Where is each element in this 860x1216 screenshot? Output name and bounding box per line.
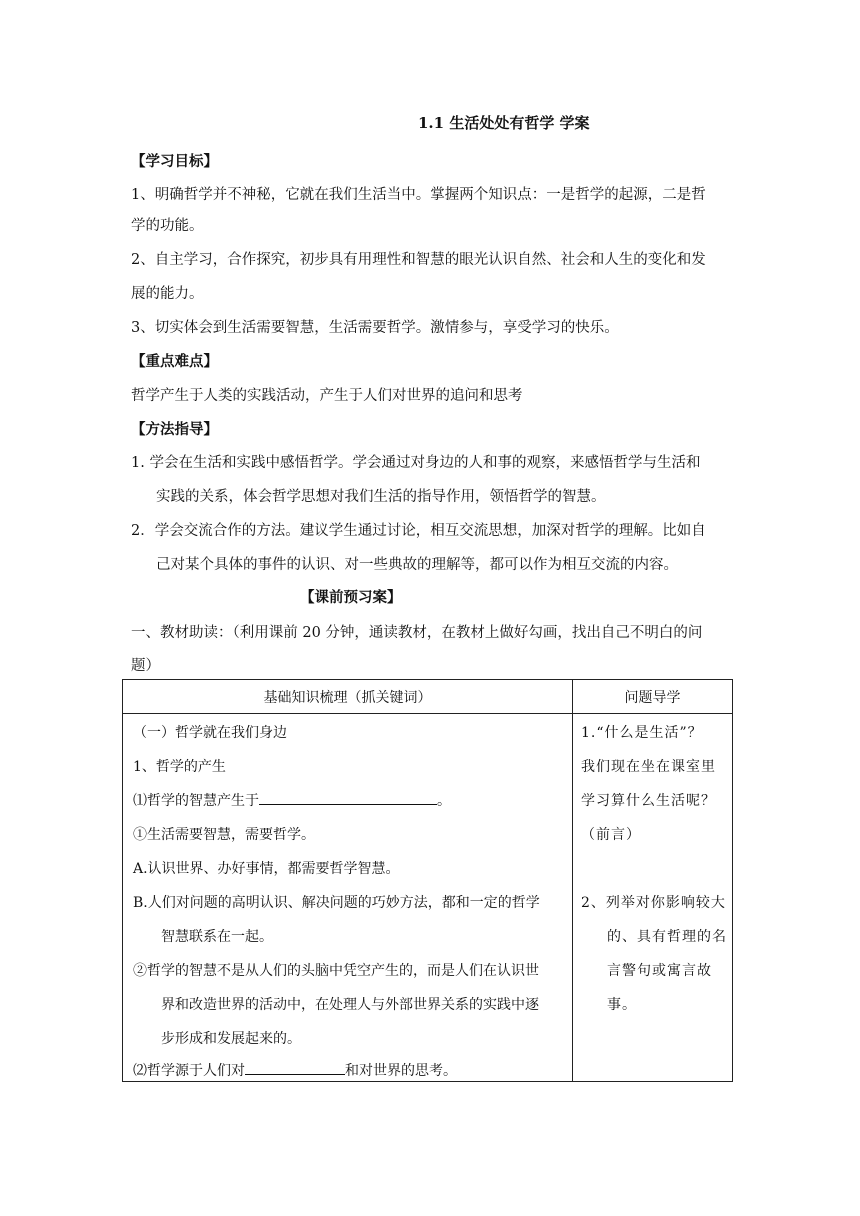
fill-blank[interactable] [245,1060,345,1075]
q-line: 2、列举对你影响较大 [581,895,726,911]
kn-line: 步形成和发展起来的。 [161,1031,301,1047]
q-line: 言警句或寓言故 [607,963,712,979]
method-2-line-1: 2．学会交流合作的方法。建议学生通过讨论，相互交流思想，加深对哲学的理解。比如自 [131,523,706,539]
q-line: （前言） [581,827,641,843]
knowledge-cell [123,714,572,1081]
kn-fill-line [133,1060,457,1080]
q-line: 1.“什么是生活”？ [581,725,703,741]
kn-fill-suffix: 。 [437,793,451,809]
kn-line: 界和改造世界的活动中，在处理人与外部世界关系的实践中逐 [161,997,539,1013]
fill-blank[interactable] [259,790,437,805]
goal-2-line-2: 展的能力。 [131,286,204,302]
preview-line-1: 一、教材助读：（利用课前 20 分钟，通读教材，在教材上做好勾画，找出自己不明白的问 [131,625,703,641]
table-header-knowledge: 基础知识梳理（抓关键词） [123,680,573,714]
method-heading: 【方法指导】 [131,421,218,438]
method-1-line-1: 1. 学会在生活和实践中感悟哲学。学会通过对身边的人和事的观察，来感悟哲学与生活和 [131,455,701,471]
kn-fill-line [133,790,451,810]
kn-line: ①生活需要智慧，需要哲学。 [133,827,315,843]
table-header-questions: 问题导学 [573,680,733,714]
page-title: 1.1 生活处处有哲学 学案 [418,114,590,132]
questions-cell [573,714,732,1081]
kn-fill-prefix: ⑵哲学源于人们对 [133,1063,245,1079]
goal-2-line-1: 2、自主学习，合作探究，初步具有用理性和智慧的眼光认识自然、社会和人生的变化和发 [131,252,706,268]
goal-3: 3、切实体会到生活需要智慧，生活需要哲学。激情参与，享受学习的快乐。 [131,320,619,336]
kn-line: 智慧联系在一起。 [161,929,273,945]
goal-1-line-2: 学的功能。 [131,218,204,234]
kn-line: A.认识世界、办好事情，都需要哲学智慧。 [133,861,400,877]
knowledge-table [122,679,733,1082]
kn-fill-prefix: ⑴哲学的智慧产生于 [133,793,259,809]
q-line: 的、具有哲理的名 [607,929,727,945]
q-line: 学习算什么生活呢？ [581,793,716,809]
kn-fill-suffix: 和对世界的思考。 [345,1063,457,1079]
kn-line: B.人们对问题的高明认识、解决问题的巧妙方法，都和一定的哲学 [133,895,540,911]
q-line: 我们现在坐在课室里 [581,759,716,775]
kn-line: （一）哲学就在我们身边 [133,725,287,741]
goals-heading: 【学习目标】 [131,153,218,170]
goal-1-line-1: 1、明确哲学并不神秘，它就在我们生活当中。掌握两个知识点：一是哲学的起源，二是哲 [131,187,706,203]
preview-heading: 【课前预习案】 [300,589,402,606]
q-line: 事。 [607,997,637,1013]
kn-line: 1、哲学的产生 [133,759,226,775]
key-points-heading: 【重点难点】 [131,353,218,370]
kn-line: ②哲学的智慧不是从人们的头脑中凭空产生的，而是人们在认识世 [133,963,539,979]
method-2-line-2: 己对某个具体的事件的认识、对一些典故的理解等，都可以作为相互交流的内容。 [156,557,678,573]
method-1-line-2: 实践的关系，体会哲学思想对我们生活的指导作用，领悟哲学的智慧。 [156,489,606,505]
key-points-text: 哲学产生于人类的实践活动，产生于人们对世界的追问和思考 [131,388,523,404]
preview-line-2: 题） [131,658,160,674]
